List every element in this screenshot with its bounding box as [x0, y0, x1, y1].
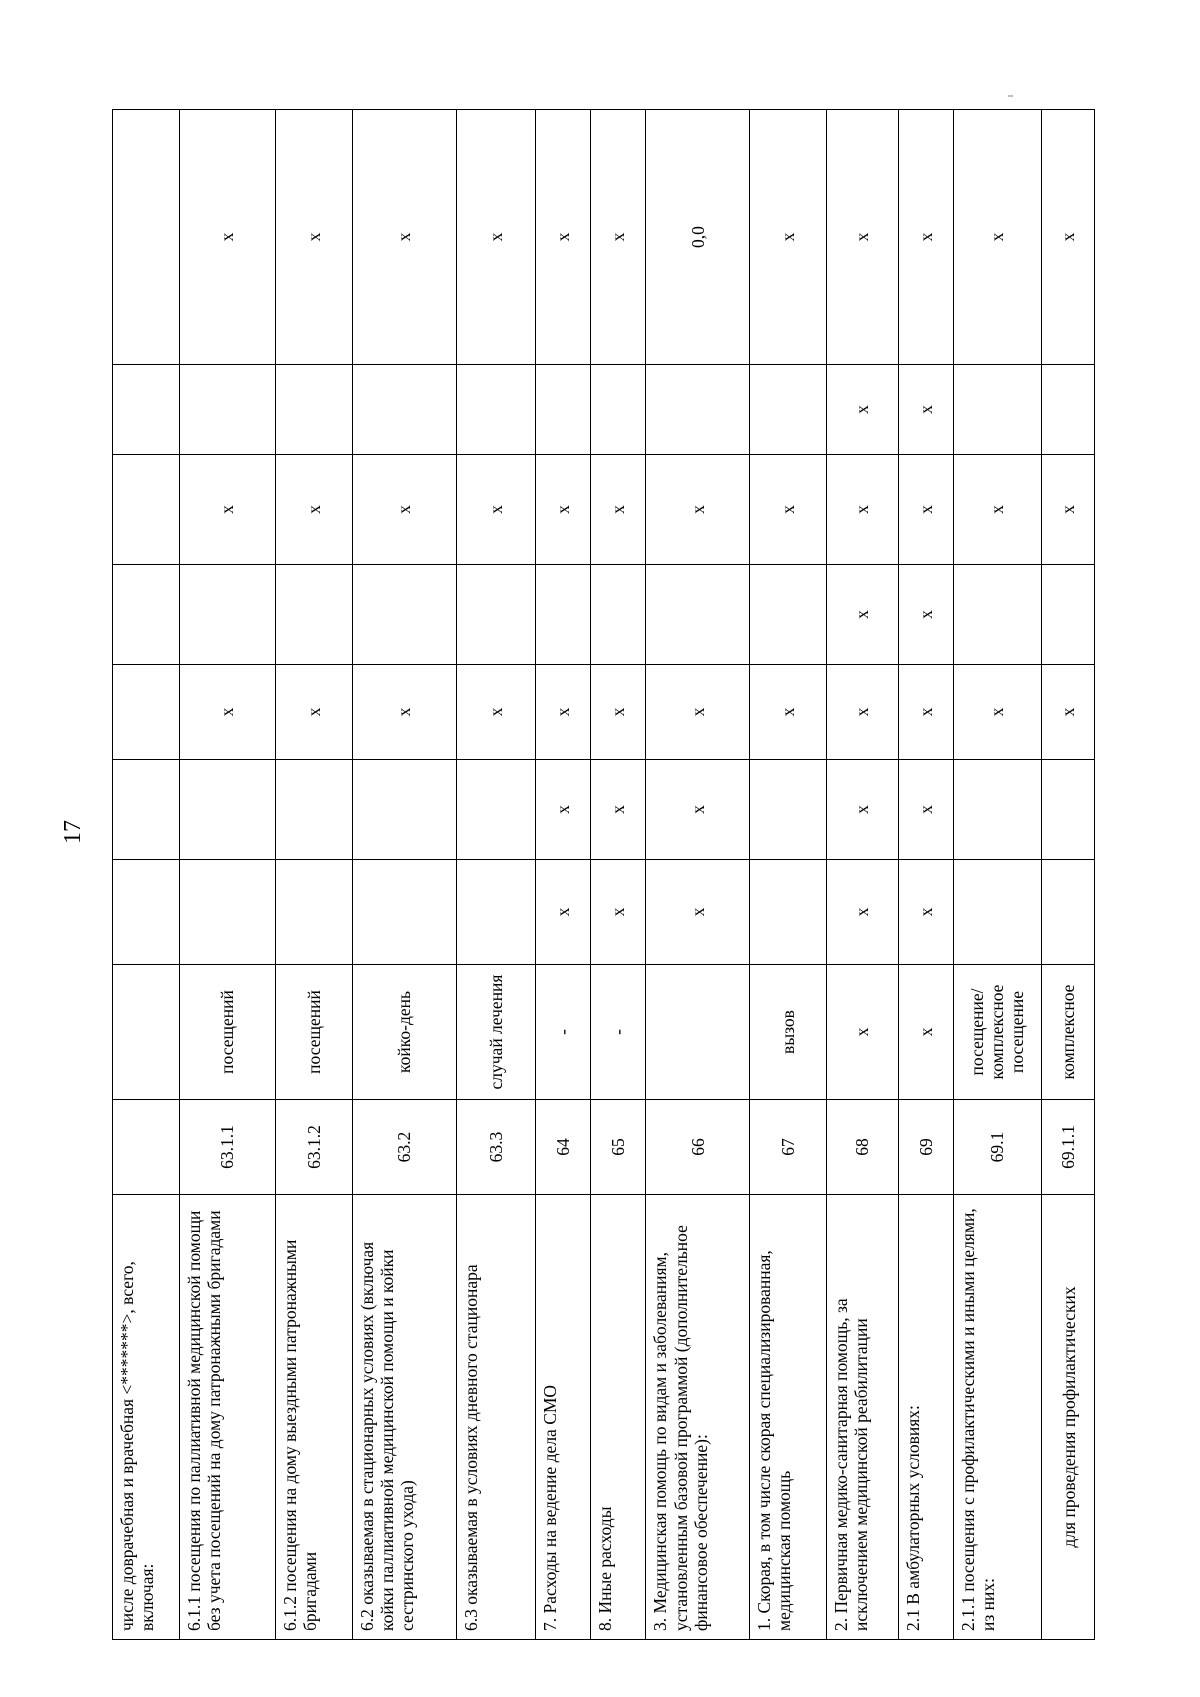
table-row	[646, 110, 750, 1640]
row-value-cell	[646, 565, 750, 665]
row-value-cell: х	[536, 455, 591, 565]
page-number: 17	[60, 820, 86, 844]
row-value-cell	[1041, 565, 1094, 665]
row-value-cell	[113, 110, 180, 365]
row-name-cell: 2. Первичная медико-санитарная помощь, за исключением медицинской реабилитации	[826, 1195, 898, 1640]
row-value-cell	[1041, 365, 1094, 455]
row-value-cell: х	[536, 860, 591, 965]
table-row	[898, 110, 953, 1640]
row-value-cell	[352, 760, 456, 860]
row-unit-cell	[113, 965, 180, 1100]
row-line-number-cell: 63.1.2	[276, 1100, 352, 1195]
row-line-number-cell: 69	[898, 1100, 953, 1195]
row-value-cell	[352, 565, 456, 665]
row-value-cell: х	[953, 455, 1041, 565]
table-row	[456, 110, 536, 1640]
row-value-cell: х	[646, 665, 750, 760]
data-table	[112, 109, 1095, 1640]
row-unit-cell	[646, 965, 750, 1100]
row-value-cell: х	[750, 110, 826, 365]
row-value-cell: х	[536, 110, 591, 365]
row-value-cell: х	[352, 455, 456, 565]
row-name-cell: 2.1.1 посещения с профилактическими и иными целями, из них:	[953, 1195, 1041, 1640]
row-unit-cell: вызов	[750, 965, 826, 1100]
row-value-cell: х	[953, 665, 1041, 760]
row-name-cell: 3. Медицинская помощь по видам и заболеваниям, установленным базовой программой (дополнительное финансовое обеспечение):	[646, 1195, 750, 1640]
row-value-cell	[352, 860, 456, 965]
table-row	[826, 110, 898, 1640]
row-name-cell: числе доврачебная и врачебная <*******>, всего, включая:	[113, 1195, 180, 1640]
row-value-cell	[646, 365, 750, 455]
row-value-cell: х	[646, 860, 750, 965]
row-value-cell	[750, 565, 826, 665]
row-value-cell: х	[898, 760, 953, 860]
row-value-cell	[953, 760, 1041, 860]
row-value-cell	[750, 760, 826, 860]
row-value-cell	[456, 860, 536, 965]
row-unit-cell: посещений	[179, 965, 276, 1100]
scan-mark	[1008, 95, 1013, 97]
row-value-cell: х	[898, 455, 953, 565]
row-unit-cell: -	[536, 965, 591, 1100]
row-value-cell: х	[591, 455, 646, 565]
row-unit-cell: х	[898, 965, 953, 1100]
row-value-cell	[953, 565, 1041, 665]
row-value-cell	[1041, 860, 1094, 965]
table-row	[179, 110, 276, 1640]
row-value-cell: х	[276, 110, 352, 365]
row-value-cell	[456, 760, 536, 860]
row-value-cell	[113, 365, 180, 455]
row-name-cell: 6.1.2 посещения на дому выездными патронажными бригадами	[276, 1195, 352, 1640]
row-name-cell: 8. Иные расходы	[591, 1195, 646, 1640]
row-value-cell: х	[826, 565, 898, 665]
row-unit-cell: -	[591, 965, 646, 1100]
row-value-cell	[750, 860, 826, 965]
row-value-cell: х	[456, 665, 536, 760]
table-row	[591, 110, 646, 1640]
row-unit-cell: посещение/комплексное посещение	[953, 965, 1041, 1100]
row-value-cell	[179, 565, 276, 665]
row-name-cell: 6.3 оказываемая в условиях дневного стационара	[456, 1195, 536, 1640]
row-value-cell	[536, 365, 591, 455]
row-line-number-cell: 66	[646, 1100, 750, 1195]
row-value-cell: х	[456, 455, 536, 565]
row-value-cell: х	[750, 455, 826, 565]
row-value-cell: х	[179, 110, 276, 365]
row-value-cell: х	[1041, 110, 1094, 365]
row-line-number-cell: 63.2	[352, 1100, 456, 1195]
row-name-cell: 2.1 В амбулаторных условиях:	[898, 1195, 953, 1640]
row-value-cell: х	[898, 665, 953, 760]
row-unit-cell: х	[826, 965, 898, 1100]
row-value-cell	[179, 860, 276, 965]
row-line-number-cell: 67	[750, 1100, 826, 1195]
row-value-cell	[536, 565, 591, 665]
row-value-cell: х	[536, 760, 591, 860]
row-value-cell: х	[898, 365, 953, 455]
row-unit-cell: комплексное	[1041, 965, 1094, 1100]
row-value-cell: х	[276, 665, 352, 760]
row-value-cell	[591, 565, 646, 665]
row-name-cell: 6.1.1 посещения по паллиативной медицинской помощи без учета посещений на дому патронажными бригадами	[179, 1195, 276, 1640]
row-value-cell	[276, 760, 352, 860]
row-value-cell	[276, 860, 352, 965]
row-value-cell	[591, 365, 646, 455]
row-name-cell: для проведения профилактических	[1041, 1195, 1094, 1640]
row-value-cell: х	[898, 110, 953, 365]
row-line-number-cell	[113, 1100, 180, 1195]
row-value-cell	[113, 565, 180, 665]
row-value-cell: х	[898, 860, 953, 965]
row-line-number-cell: 63.3	[456, 1100, 536, 1195]
row-value-cell: х	[826, 455, 898, 565]
table-body	[113, 110, 1095, 1640]
row-value-cell: х	[1041, 455, 1094, 565]
row-line-number-cell: 68	[826, 1100, 898, 1195]
row-value-cell: х	[646, 760, 750, 860]
row-value-cell: х	[953, 110, 1041, 365]
row-value-cell	[179, 760, 276, 860]
row-value-cell: х	[1041, 665, 1094, 760]
row-value-cell	[113, 455, 180, 565]
row-value-cell: х	[536, 665, 591, 760]
row-value-cell	[750, 365, 826, 455]
row-value-cell: х	[826, 365, 898, 455]
table-row	[953, 110, 1041, 1640]
row-line-number-cell: 69.1	[953, 1100, 1041, 1195]
row-value-cell	[953, 365, 1041, 455]
table-row	[113, 110, 180, 1640]
row-value-cell: х	[826, 860, 898, 965]
row-value-cell	[276, 365, 352, 455]
table-row	[750, 110, 826, 1640]
row-value-cell	[276, 565, 352, 665]
row-value-cell	[953, 860, 1041, 965]
row-value-cell: х	[456, 110, 536, 365]
row-value-cell: х	[352, 110, 456, 365]
row-value-cell	[1041, 760, 1094, 860]
row-value-cell: х	[591, 110, 646, 365]
row-value-cell: х	[826, 665, 898, 760]
table-row	[1041, 110, 1094, 1640]
row-value-cell: х	[276, 455, 352, 565]
row-unit-cell: посещений	[276, 965, 352, 1100]
row-value-cell: 0,0	[646, 110, 750, 365]
row-value-cell	[456, 365, 536, 455]
row-name-cell: 6.2 оказываемая в стационарных условиях (включая койки паллиативной медицинской помощи и койки сестринского ухода)	[352, 1195, 456, 1640]
table-row	[352, 110, 456, 1640]
row-value-cell: х	[179, 455, 276, 565]
table-row	[276, 110, 352, 1640]
row-unit-cell: койко-день	[352, 965, 456, 1100]
row-value-cell	[113, 665, 180, 760]
row-name-cell: 1. Скорая, в том числе скорая специализированная, медицинская помощь	[750, 1195, 826, 1640]
row-name-cell: 7. Расходы на ведение дела СМО	[536, 1195, 591, 1640]
rotated-table-container	[112, 110, 1095, 1640]
row-value-cell: х	[826, 110, 898, 365]
row-line-number-cell: 69.1.1	[1041, 1100, 1094, 1195]
row-value-cell	[113, 860, 180, 965]
row-value-cell: х	[898, 565, 953, 665]
row-unit-cell: случай лечения	[456, 965, 536, 1100]
row-value-cell: х	[750, 665, 826, 760]
row-value-cell: х	[826, 760, 898, 860]
table-row	[536, 110, 591, 1640]
row-line-number-cell: 64	[536, 1100, 591, 1195]
row-value-cell: х	[352, 665, 456, 760]
row-value-cell: х	[591, 760, 646, 860]
row-value-cell	[179, 365, 276, 455]
row-value-cell	[113, 760, 180, 860]
row-value-cell: х	[179, 665, 276, 760]
row-line-number-cell: 65	[591, 1100, 646, 1195]
row-value-cell: х	[591, 665, 646, 760]
row-value-cell: х	[646, 455, 750, 565]
row-value-cell	[352, 365, 456, 455]
row-value-cell	[456, 565, 536, 665]
row-line-number-cell: 63.1.1	[179, 1100, 276, 1195]
row-value-cell: х	[591, 860, 646, 965]
